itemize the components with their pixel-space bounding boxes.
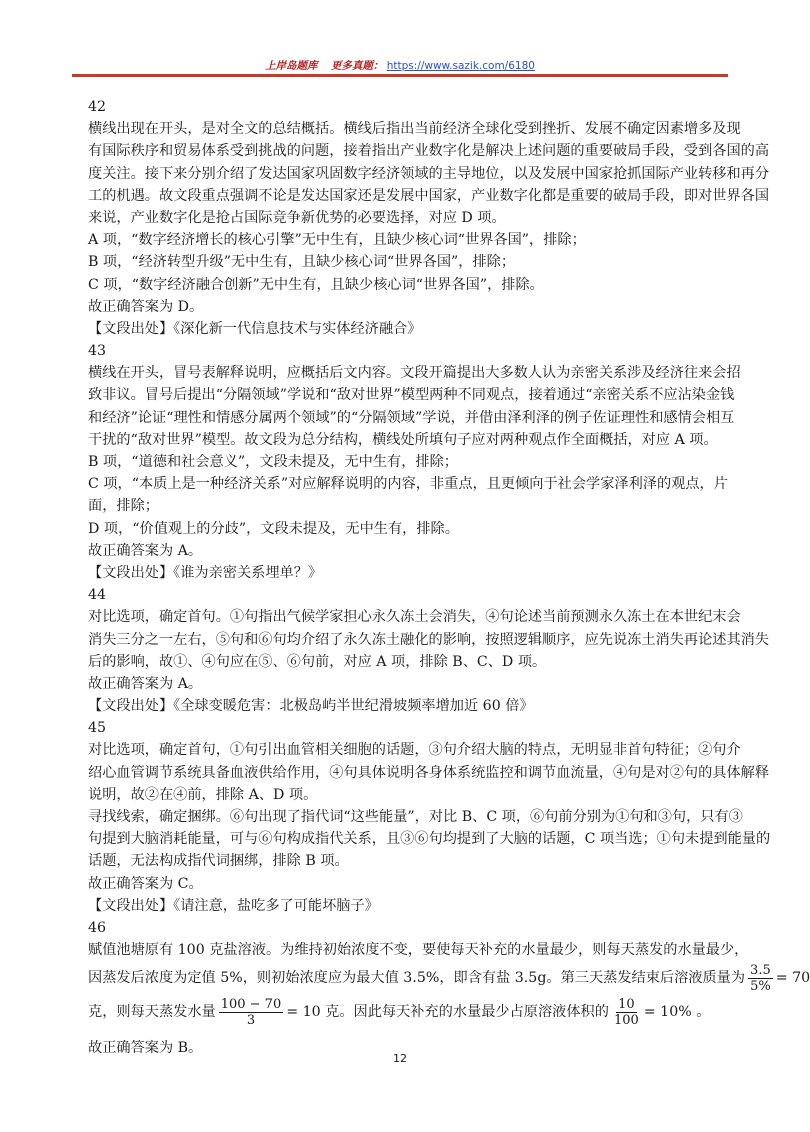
fraction-denominator: 5% — [750, 978, 771, 994]
question-number: 45 — [88, 720, 107, 737]
option-analysis: B 项，“经济转型升级”无中生有，且缺少核心词“世界各国”，排除； — [88, 254, 516, 271]
question-number: 46 — [88, 919, 107, 936]
header-url-link[interactable]: https://www.sazik.com/6180 — [386, 60, 535, 72]
option-analysis: A 项，“数字经济增长的核心引擎”无中生有，且缺少核心词“世界各国”，排除； — [88, 232, 586, 249]
page-number: 12 — [393, 1052, 407, 1065]
paragraph-line: 致非议。冒号后提出“分隔领域”学说和“敌对世界”模型两种不同观点，接着通过“亲密关系不应沾染金钱 — [88, 387, 735, 404]
paragraph-line: 和经济”论证“理性和情感分属两个领域”的“分隔领域”学说，并借由泽利泽的例子佐证理性和感情会相互 — [88, 409, 735, 426]
fraction-denominator: 3 — [246, 1012, 256, 1028]
paragraph-line: 寻找线索，确定捆绑。⑥句出现了指代词“这些能量”，对比 B、C 项，⑥句前分别为①句和③句，只有③ — [88, 809, 743, 825]
paragraph-line: 说明，故②在④前，排除 A、D 项。 — [88, 786, 318, 803]
page-header — [0, 58, 800, 73]
fraction-denominator: 100 — [613, 1012, 639, 1028]
question-number: 44 — [88, 587, 107, 604]
source-line: 【文段出处】《谁为亲密关系埋单？》 — [88, 564, 323, 581]
question-number: 42 — [88, 99, 107, 115]
source-line: 【文段出处】《请注意，盐吃多了可能坏脑子》 — [88, 897, 379, 914]
fraction-numerator: 10 — [618, 996, 635, 1012]
option-analysis: 面，排除； — [88, 498, 159, 515]
paragraph-line: 句提到大脑消耗能量，可与⑥句构成指代关系，且③⑥句均提到了大脑的话题，C 项当选；①句未提到能量的 — [88, 831, 771, 848]
source-line: 【文段出处】《深化新一代信息技术与实体经济融合》 — [88, 320, 422, 337]
paragraph-line: 来说，产业数字化是抢占国际竞争新优势的必要选择，对应 D 项。 — [88, 209, 506, 226]
option-analysis: D 项，“价值观上的分歧”，文段未提及，无中生有，排除。 — [88, 520, 459, 537]
answer-line: 故正确答案为 D。 — [88, 298, 204, 315]
fraction-numerator: 3.5 — [750, 962, 771, 978]
paragraph-line: 横线在开头，冒号表解释说明，应概括后文内容。文段开篇提出大多数人认为亲密关系涉及经济往来会招 — [88, 365, 741, 382]
answer-line: 故正确答案为 A。 — [88, 675, 203, 692]
fraction — [748, 963, 773, 994]
paragraph-text: = 70 — [775, 970, 810, 987]
math-line — [88, 995, 740, 1029]
fraction — [612, 997, 641, 1028]
paragraph-line: 干扰的“敌对世界”模型。故文段为总分结构，横线处所填句子应对两种观点作全面概括，对应 A 项。 — [88, 431, 718, 448]
question-number: 43 — [88, 343, 107, 360]
math-line — [88, 961, 810, 995]
answer-line: 故正确答案为 B。 — [88, 1040, 203, 1057]
header-divider — [72, 74, 728, 77]
paragraph-text: = 10 克。因此每天补充的水量最少占原溶液体积的 — [286, 1004, 609, 1021]
paragraph-line: 对比选项，确定首句，①句引出血管相关细胞的话题，③句介绍大脑的特点，无明显非首句特征；②句介 — [88, 742, 741, 759]
document-body — [88, 96, 810, 1060]
brand-name: 上岸岛题库 — [265, 60, 318, 72]
answer-line: 故正确答案为 A。 — [88, 542, 203, 559]
paragraph-text: = 10% 。 — [643, 1004, 711, 1021]
option-analysis: C 项，“本质上是一种经济关系”对应解释说明的内容，非重点，且更倾向于社会学家泽利泽的观点，片 — [88, 476, 728, 493]
fraction-numerator: 100 − 70 — [220, 996, 282, 1012]
paragraph-line: 赋值池塘原有 100 克盐溶液。为维持初始浓度不变，要使每天补充的水量最少，则每天蒸发的水量最少， — [88, 942, 749, 959]
paragraph-line: 有国际秩序和贸易体系受到挑战的问题，接着指出产业数字化是解决上述问题的重要破局手段，受到各国的高 — [88, 143, 770, 160]
paragraph-text: 因蒸发后浓度为定值 5%，则初始浓度应为最大值 3.5%，即含有盐 3.5g。第三天蒸发结束后溶液质量为 — [88, 970, 746, 987]
answer-line: 故正确答案为 C。 — [88, 875, 203, 892]
header-label: 更多真题： — [330, 60, 384, 72]
fraction — [219, 997, 284, 1028]
paragraph-line: 横线出现在开头，是对全文的总结概括。横线后指出当前经济全球化受到挫折、发展不确定因素增多及现 — [88, 121, 741, 138]
option-analysis: C 项，“数字经济融合创新”无中生有，且缺少核心词“世界各国”，排除。 — [88, 276, 544, 293]
paragraph-line: 工的机遇。故文段重点强调不论是发达国家还是发展中国家，产业数字化都是重要的破局手段，即对世界各国 — [88, 187, 770, 204]
source-line: 【文段出处】《全球变暖危害：北极岛屿半世纪滑坡频率增加近 60 倍》 — [88, 698, 534, 715]
paragraph-line: 话题，无法构成指代词捆绑，排除 B 项。 — [88, 853, 349, 870]
paragraph-line: 消失三分之一左右，⑤句和⑥句均介绍了永久冻土融化的影响，按照逻辑顺序，应先说冻土消失再论述其消失 — [88, 631, 770, 648]
paragraph-line: 度关注。接下来分别介绍了发达国家巩固数字经济领域的主导地位，以及发展中国家抢抓国际产业转移和再分 — [88, 165, 770, 182]
paragraph-text: 克，则每天蒸发水量 — [88, 1004, 216, 1021]
paragraph-line: 绍心血管调节系统具备血液供给作用，④句具体说明各身体系统监控和调节血流量，④句是对②句的具体解释 — [88, 764, 770, 781]
option-analysis: B 项，“道德和社会意义”，文段未提及，无中生有，排除； — [88, 454, 458, 470]
paragraph-line: 对比选项，确定首句。①句指出气候学家担心永久冻土会消失，④句论述当前预测永久冻土在本世纪末会 — [88, 609, 741, 626]
paragraph-line: 后的影响，故①、④句应在⑤、⑥句前，对应 A 项，排除 B、C、D 项。 — [88, 653, 547, 670]
